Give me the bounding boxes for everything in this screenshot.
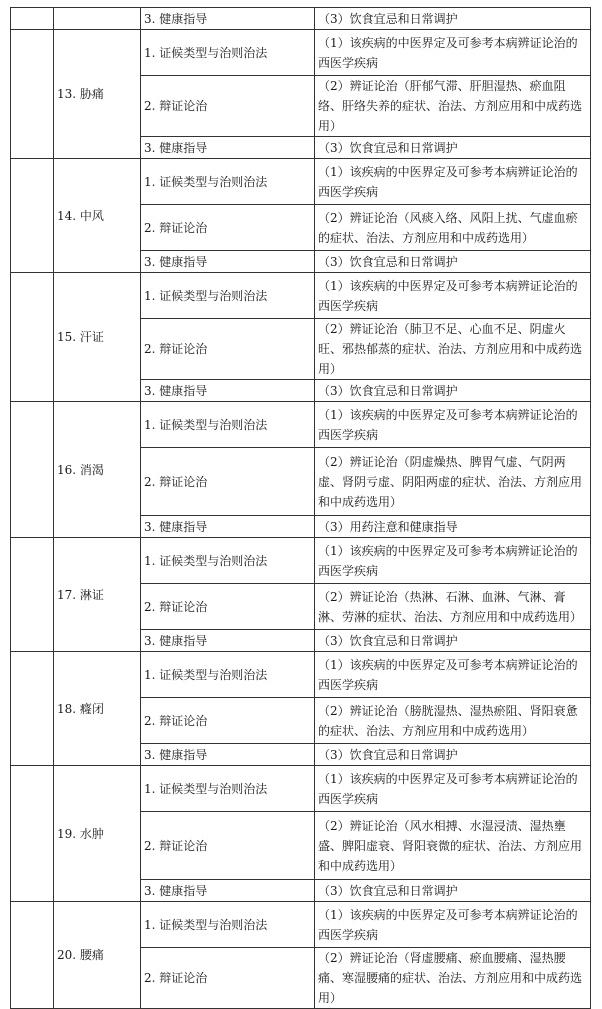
disease-name-cell: 13. 胁痛 — [54, 30, 141, 159]
blank-column-cell — [11, 766, 54, 902]
subtopic-cell: 2. 辩证论治 — [141, 584, 315, 630]
syllabus-table — [10, 7, 591, 1009]
subtopic-cell: 1. 证候类型与治则治法 — [141, 159, 315, 205]
subtopic-cell: 2. 辩证论治 — [141, 205, 315, 251]
subtopic-cell: 2. 辩证论治 — [141, 319, 315, 380]
subtopic-cell: 1. 证候类型与治则治法 — [141, 30, 315, 76]
table-row — [11, 159, 591, 205]
disease-name-cell: 16. 消渴 — [54, 402, 141, 538]
subtopic-cell: 1. 证候类型与治则治法 — [141, 538, 315, 584]
blank-column-cell — [11, 538, 54, 652]
blank-column-cell — [11, 30, 54, 159]
table-row — [11, 273, 591, 319]
table-row — [11, 30, 591, 76]
content-cell: （3）饮食宜忌和日常调护 — [315, 251, 591, 273]
subtopic-cell: 1. 证候类型与治则治法 — [141, 766, 315, 812]
content-cell: （3）饮食宜忌和日常调护 — [315, 744, 591, 766]
subtopic-cell: 1. 证候类型与治则治法 — [141, 652, 315, 698]
content-cell: （2）辨证论治（风水相搏、水湿浸渍、湿热壅盛、脾阳虚衰、肾阳衰微的症状、治法、方剂应用和中成药选用） — [315, 812, 591, 880]
subtopic-cell: 2. 辩证论治 — [141, 812, 315, 880]
subtopic-cell: 3. 健康指导 — [141, 251, 315, 273]
disease-name-cell: 20. 腰痛 — [54, 902, 141, 1009]
disease-name-cell: 18. 癃闭 — [54, 652, 141, 766]
subtopic-cell: 2. 辩证论治 — [141, 698, 315, 744]
blank-column-cell — [11, 8, 54, 30]
table-row — [11, 902, 591, 948]
disease-name-cell: 14. 中风 — [54, 159, 141, 273]
subtopic-cell: 2. 辩证论治 — [141, 448, 315, 516]
table-row — [11, 402, 591, 448]
content-cell: （2）辨证论治（肾虚腰痛、瘀血腰痛、湿热腰痛、寒湿腰痛的症状、治法、方剂应用和中成药选用） — [315, 948, 591, 1009]
subtopic-cell: 3. 健康指导 — [141, 137, 315, 159]
subtopic-cell: 2. 辩证论治 — [141, 948, 315, 1009]
disease-name-cell: 19. 水肿 — [54, 766, 141, 902]
disease-cell — [54, 8, 141, 30]
blank-column-cell — [11, 273, 54, 402]
content-cell: （1）该疾病的中医界定及可参考本病辨证论治的西医学疾病 — [315, 766, 591, 812]
table-row — [11, 8, 591, 30]
content-cell: （3）饮食宜忌和日常调护 — [315, 8, 591, 30]
blank-column-cell — [11, 652, 54, 766]
content-cell: （2）辨证论治（阴虚燥热、脾胃气虚、气阴两虚、肾阴亏虚、阴阳两虚的症状、治法、方剂应用和中成药选用） — [315, 448, 591, 516]
content-cell: （1）该疾病的中医界定及可参考本病辨证论治的西医学疾病 — [315, 159, 591, 205]
subtopic-cell: 3. 健康指导 — [141, 8, 315, 30]
table-row — [11, 652, 591, 698]
content-cell: （1）该疾病的中医界定及可参考本病辨证论治的西医学疾病 — [315, 30, 591, 76]
subtopic-cell: 2. 辩证论治 — [141, 76, 315, 137]
content-cell: （3）饮食宜忌和日常调护 — [315, 630, 591, 652]
content-cell: （2）辨证论治（膀胱湿热、湿热瘀阻、肾阳衰惫的症状、治法、方剂应用和中成药选用） — [315, 698, 591, 744]
subtopic-cell: 3. 健康指导 — [141, 880, 315, 902]
syllabus-table-body — [11, 8, 591, 1009]
content-cell: （2）辨证论治（肝郁气滞、肝胆湿热、瘀血阻络、肝络失养的症状、治法、方剂应用和中成药选用） — [315, 76, 591, 137]
subtopic-cell: 3. 健康指导 — [141, 630, 315, 652]
subtopic-cell: 3. 健康指导 — [141, 380, 315, 402]
content-cell: （1）该疾病的中医界定及可参考本病辨证论治的西医学疾病 — [315, 273, 591, 319]
subtopic-cell: 1. 证候类型与治则治法 — [141, 902, 315, 948]
content-cell: （3）饮食宜忌和日常调护 — [315, 880, 591, 902]
content-cell: （2）辨证论治（风痰入络、风阳上扰、气虚血瘀的症状、治法、方剂应用和中成药选用） — [315, 205, 591, 251]
blank-column-cell — [11, 902, 54, 1009]
disease-name-cell: 17. 淋证 — [54, 538, 141, 652]
table-row — [11, 538, 591, 584]
blank-column-cell — [11, 159, 54, 273]
content-cell: （1）该疾病的中医界定及可参考本病辨证论治的西医学疾病 — [315, 538, 591, 584]
content-cell: （3）用药注意和健康指导 — [315, 516, 591, 538]
content-cell: （2）辨证论治（热淋、石淋、血淋、气淋、膏淋、劳淋的症状、治法、方剂应用和中成药选用） — [315, 584, 591, 630]
content-cell: （2）辨证论治（肺卫不足、心血不足、阴虚火旺、邪热郁蒸的症状、治法、方剂应用和中成药选用） — [315, 319, 591, 380]
table-row — [11, 766, 591, 812]
blank-column-cell — [11, 402, 54, 538]
disease-name-cell: 15. 汗证 — [54, 273, 141, 402]
content-cell: （1）该疾病的中医界定及可参考本病辨证论治的西医学疾病 — [315, 652, 591, 698]
subtopic-cell: 1. 证候类型与治则治法 — [141, 402, 315, 448]
content-cell: （3）饮食宜忌和日常调护 — [315, 380, 591, 402]
subtopic-cell: 3. 健康指导 — [141, 744, 315, 766]
content-cell: （3）饮食宜忌和日常调护 — [315, 137, 591, 159]
content-cell: （1）该疾病的中医界定及可参考本病辨证论治的西医学疾病 — [315, 402, 591, 448]
content-cell: （1）该疾病的中医界定及可参考本病辨证论治的西医学疾病 — [315, 902, 591, 948]
subtopic-cell: 3. 健康指导 — [141, 516, 315, 538]
subtopic-cell: 1. 证候类型与治则治法 — [141, 273, 315, 319]
